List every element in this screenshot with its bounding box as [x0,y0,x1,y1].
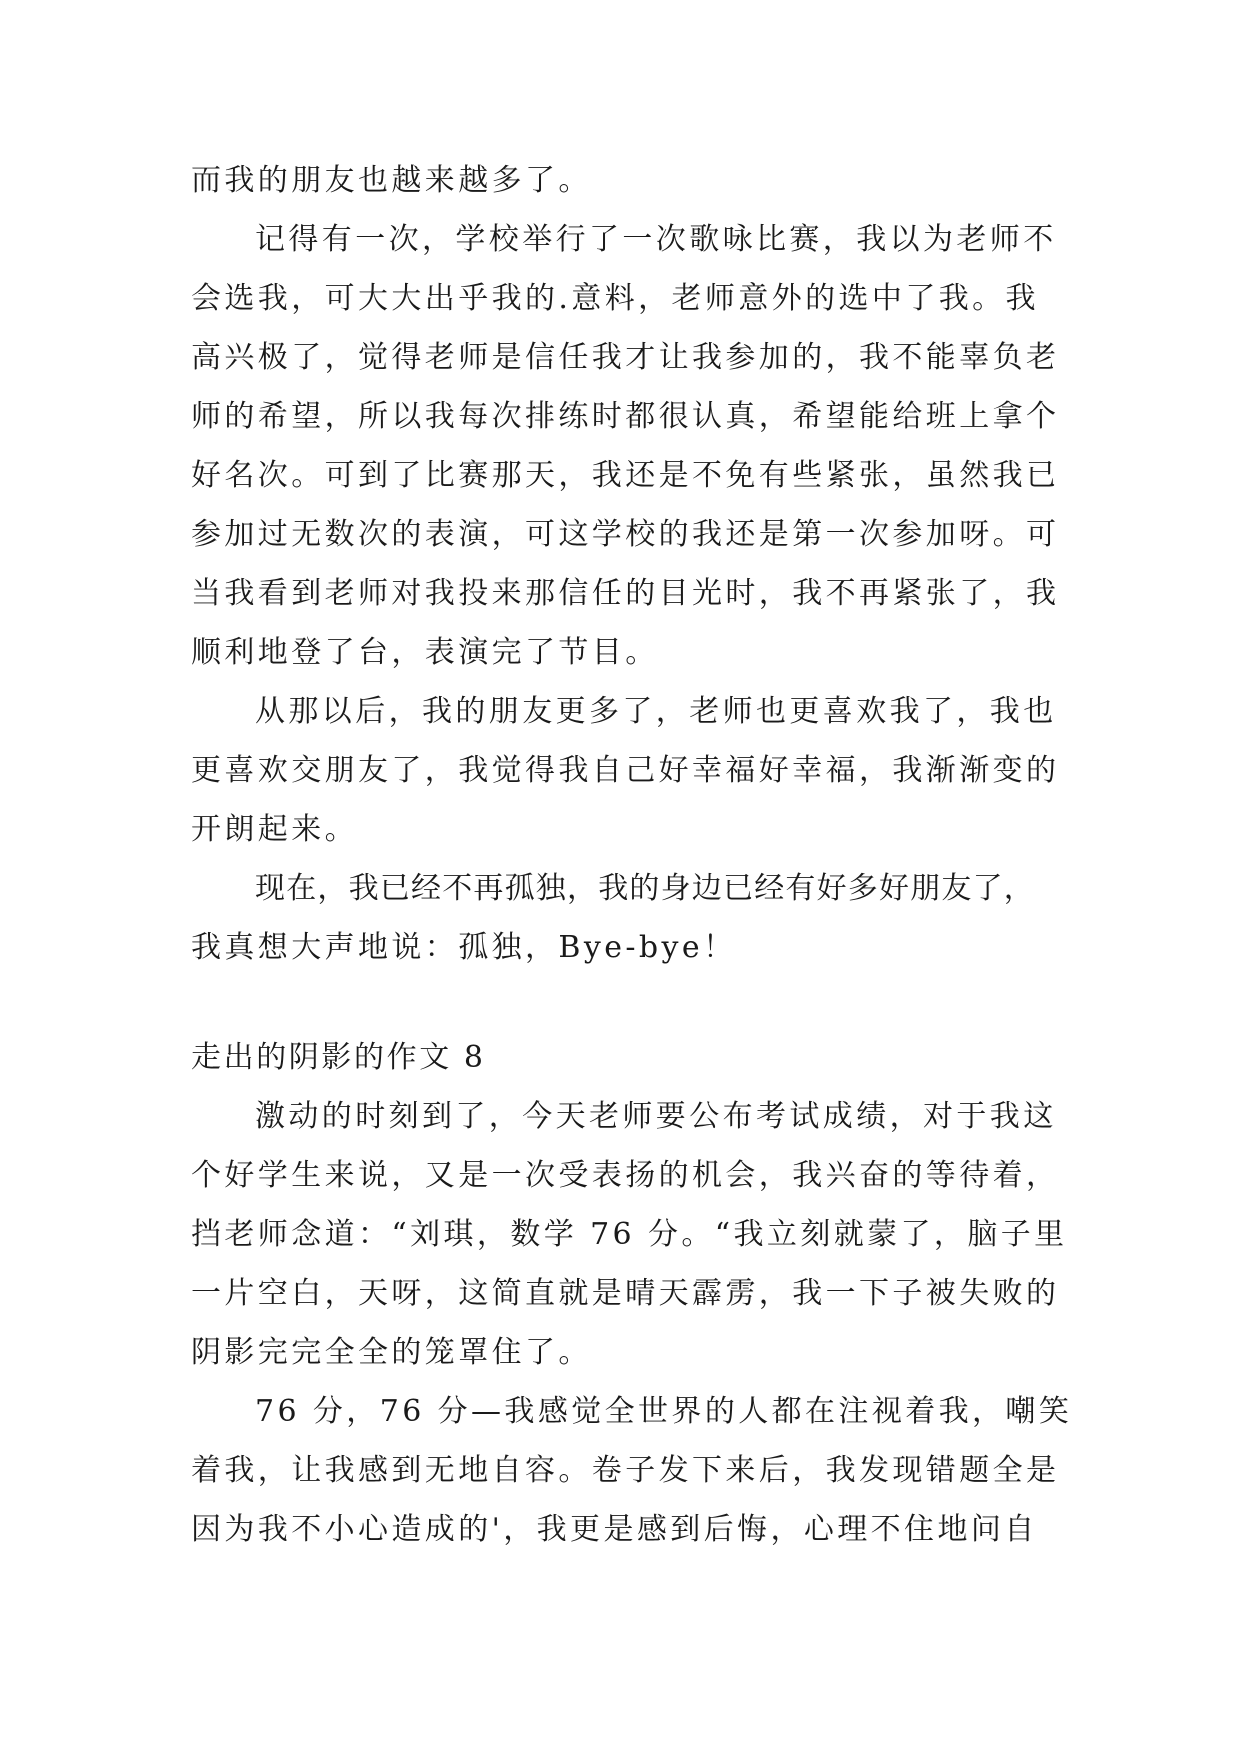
text-line: 记得有一次，学校举行了一次歌咏比赛，我以为老师不 [255,222,1057,257]
text-line: 师的希望，所以我每次排练时都很认真，希望能给班上拿个 [191,399,1060,434]
text-line: 着我，让我感到无地自容。卷子发下来后，我发现错题全是 [191,1453,1060,1488]
text-line: 一片空白，天呀，这简直就是晴天霹雳，我一下子被失败的 [191,1276,1060,1311]
text-line: 我真想大声地说：孤独，Bye-bye！ [191,930,737,965]
text-line: 而我的朋友也越来越多了。 [191,163,592,198]
text-line: 参加过无数次的表演，可这学校的我还是第一次参加呀。可 [191,517,1060,552]
text-line: 从那以后，我的朋友更多了，老师也更喜欢我了，我也 [255,694,1057,729]
text-line: 因为我不小心造成的'，我更是感到后悔，心理不住地问自 [191,1512,1038,1547]
text-line: 阴影完完全全的笼罩住了。 [191,1335,592,1370]
text-line: 会选我，可大大出乎我的.意料，老师意外的选中了我。我 [191,281,1039,316]
text-line: 高兴极了，觉得老师是信任我才让我参加的，我不能辜负老 [191,340,1060,375]
text-line: 现在，我已经不再孤独，我的身边已经有好多好朋友了， [255,871,1035,906]
text-line: 个好学生来说，又是一次受表扬的机会，我兴奋的等待着， [191,1158,1060,1193]
text-line: 开朗起来。 [191,812,358,847]
text-line: 当我看到老师对我投来那信任的目光时，我不再紧张了，我 [191,576,1060,611]
section-title: 走出的阴影的作文 8 [191,1040,486,1075]
text-line: 76 分，76 分—我感觉全世界的人都在注视着我，嘲笑 [255,1394,1073,1429]
text-line: 激动的时刻到了，今天老师要公布考试成绩，对于我这 [255,1099,1057,1134]
text-line: 更喜欢交朋友了，我觉得我自己好幸福好幸福，我渐渐变的 [191,753,1060,788]
text-line: 挡老师念道：“刘琪，数学 76 分。“我立刻就蒙了，脑子里 [191,1217,1068,1252]
text-line: 好名次。可到了比赛那天，我还是不免有些紧张，虽然我已 [191,458,1060,493]
text-line: 顺利地登了台，表演完了节目。 [191,635,659,670]
